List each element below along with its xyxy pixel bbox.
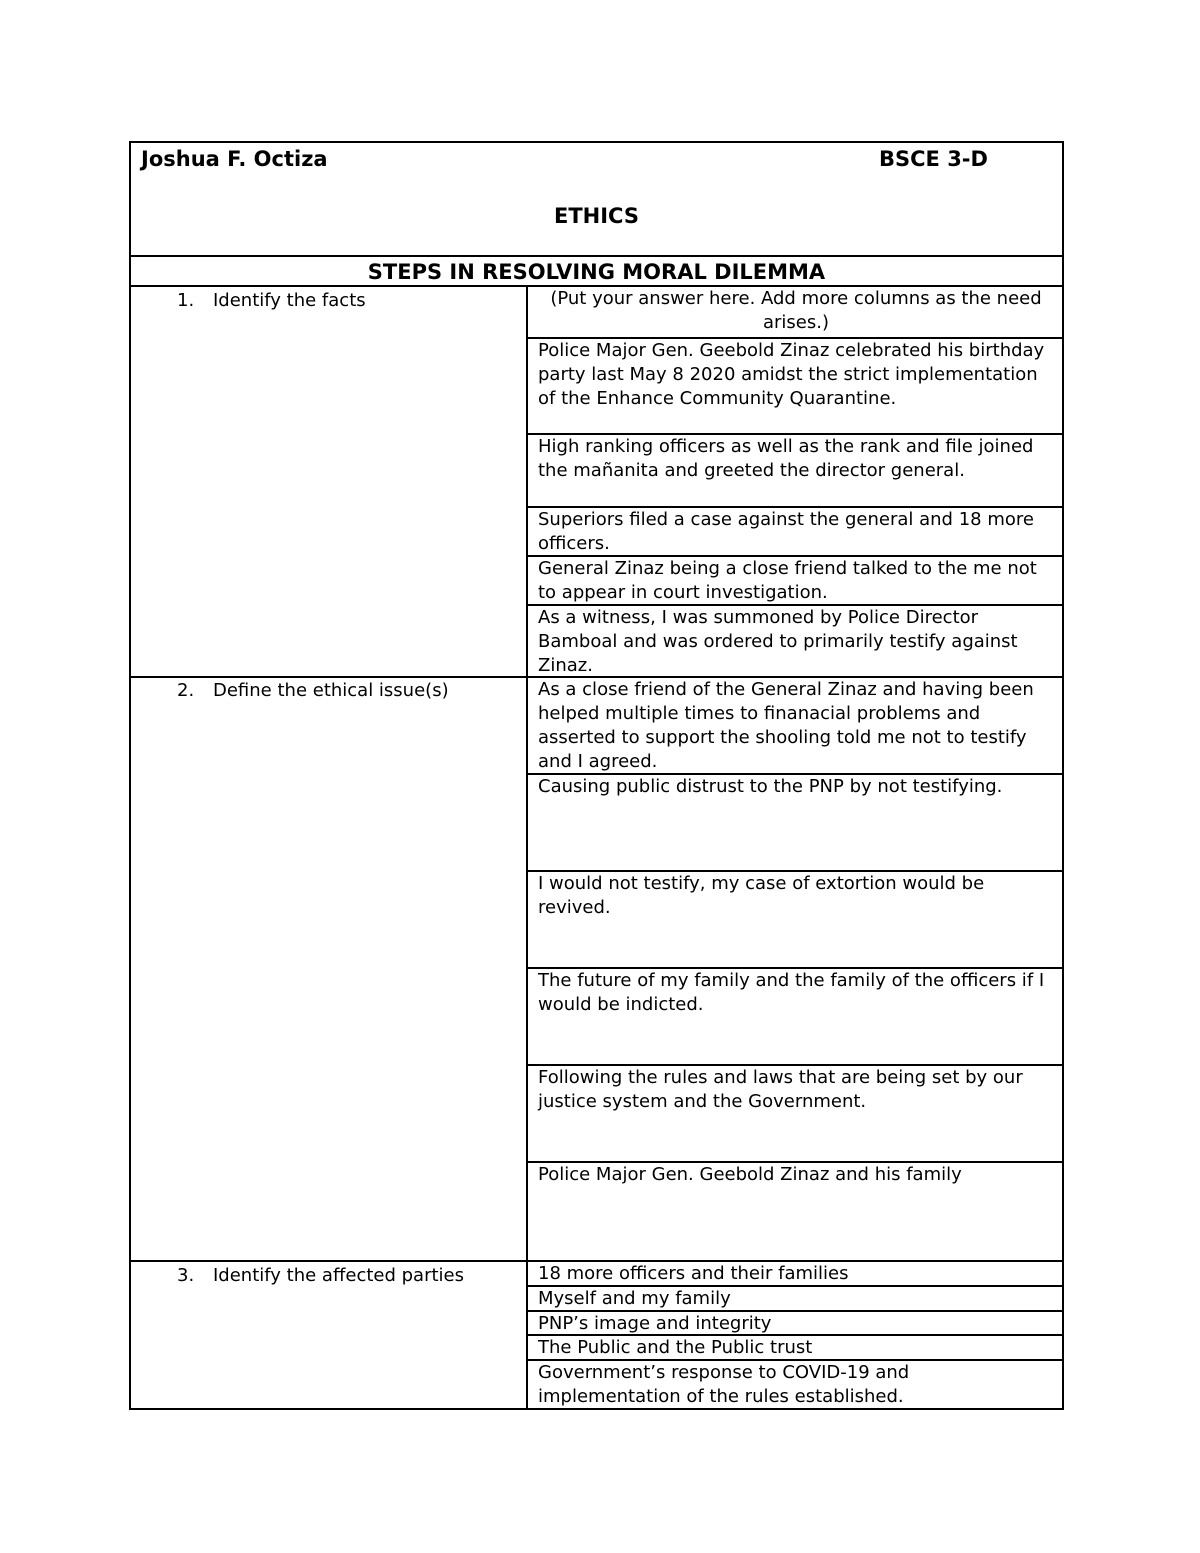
step-3-answer-3: PNP’s image and integrity [528, 1312, 1062, 1336]
step-1-answer-4: Superiors filed a case against the general and 18 more officers. [528, 508, 1062, 557]
step-1-separator [131, 676, 526, 678]
step-2-answer-3: I would not testify, my case of extortion would be revived. [528, 872, 1062, 969]
step-2-answer-4: The future of my family and the family of the officers if I would be indicted. [528, 969, 1062, 1066]
step-1-answer-1: (Put your answer here. Add more columns as the need arises.) [528, 287, 1062, 339]
step-1-answer-2: Police Major Gen. Geebold Zinaz celebrated his birthday party last May 8 2020 amidst the strict implementation of the Enhance Community Quarantine. [528, 339, 1062, 435]
step-2-text: Define the ethical issue(s) [213, 680, 449, 701]
step-1-label [177, 289, 366, 313]
step-2-answer-6: Police Major Gen. Geebold Zinaz and his family [528, 1163, 1062, 1262]
step-3-answer-1: 18 more officers and their families [528, 1262, 1062, 1287]
student-name: Joshua F. Octiza [141, 147, 328, 171]
step-2-number: 2. [177, 680, 195, 701]
step-2-answer-1: As a close friend of the General Zinaz and having been helped multiple times to finanacial problems and asserted to support the shooling told me not to testify and I agreed. [528, 678, 1062, 775]
step-3-answer-2: Myself and my family [528, 1287, 1062, 1312]
step-3-number: 3. [177, 1265, 195, 1286]
step-1-answer-3: High ranking officers as well as the rank and file joined the mañanita and greeted the director general. [528, 435, 1062, 508]
step-1-answer-5: General Zinaz being a close friend talked to the me not to appear in court investigation. [528, 557, 1062, 606]
ethics-worksheet [129, 141, 1064, 1410]
document-header [131, 143, 1062, 257]
step-3-label [177, 1264, 464, 1288]
step-1-number: 1. [177, 290, 195, 311]
step-3-answer-5: Government’s response to COVID-19 and implementation of the rules established. [538, 1362, 910, 1407]
step-2-separator [131, 1260, 526, 1262]
step-2-answer-2: Causing public distrust to the PNP by not testifying. [528, 775, 1062, 872]
step-3-text: Identify the affected parties [213, 1265, 464, 1286]
step-3-answer-4: The Public and the Public trust [528, 1336, 1062, 1361]
step-2-label [177, 679, 449, 703]
step-2-answer-5: Following the rules and laws that are being set by our justice system and the Government. [528, 1066, 1062, 1163]
step-1-answer-6: As a witness, I was summoned by Police Director Bamboal and was ordered to primarily testify against Zinaz. [528, 606, 1062, 678]
student-section: BSCE 3-D [879, 147, 988, 171]
subject-title: ETHICS [554, 204, 639, 228]
step-1-text: Identify the facts [213, 290, 366, 311]
steps-title: STEPS IN RESOLVING MORAL DILEMMA [131, 259, 1062, 287]
